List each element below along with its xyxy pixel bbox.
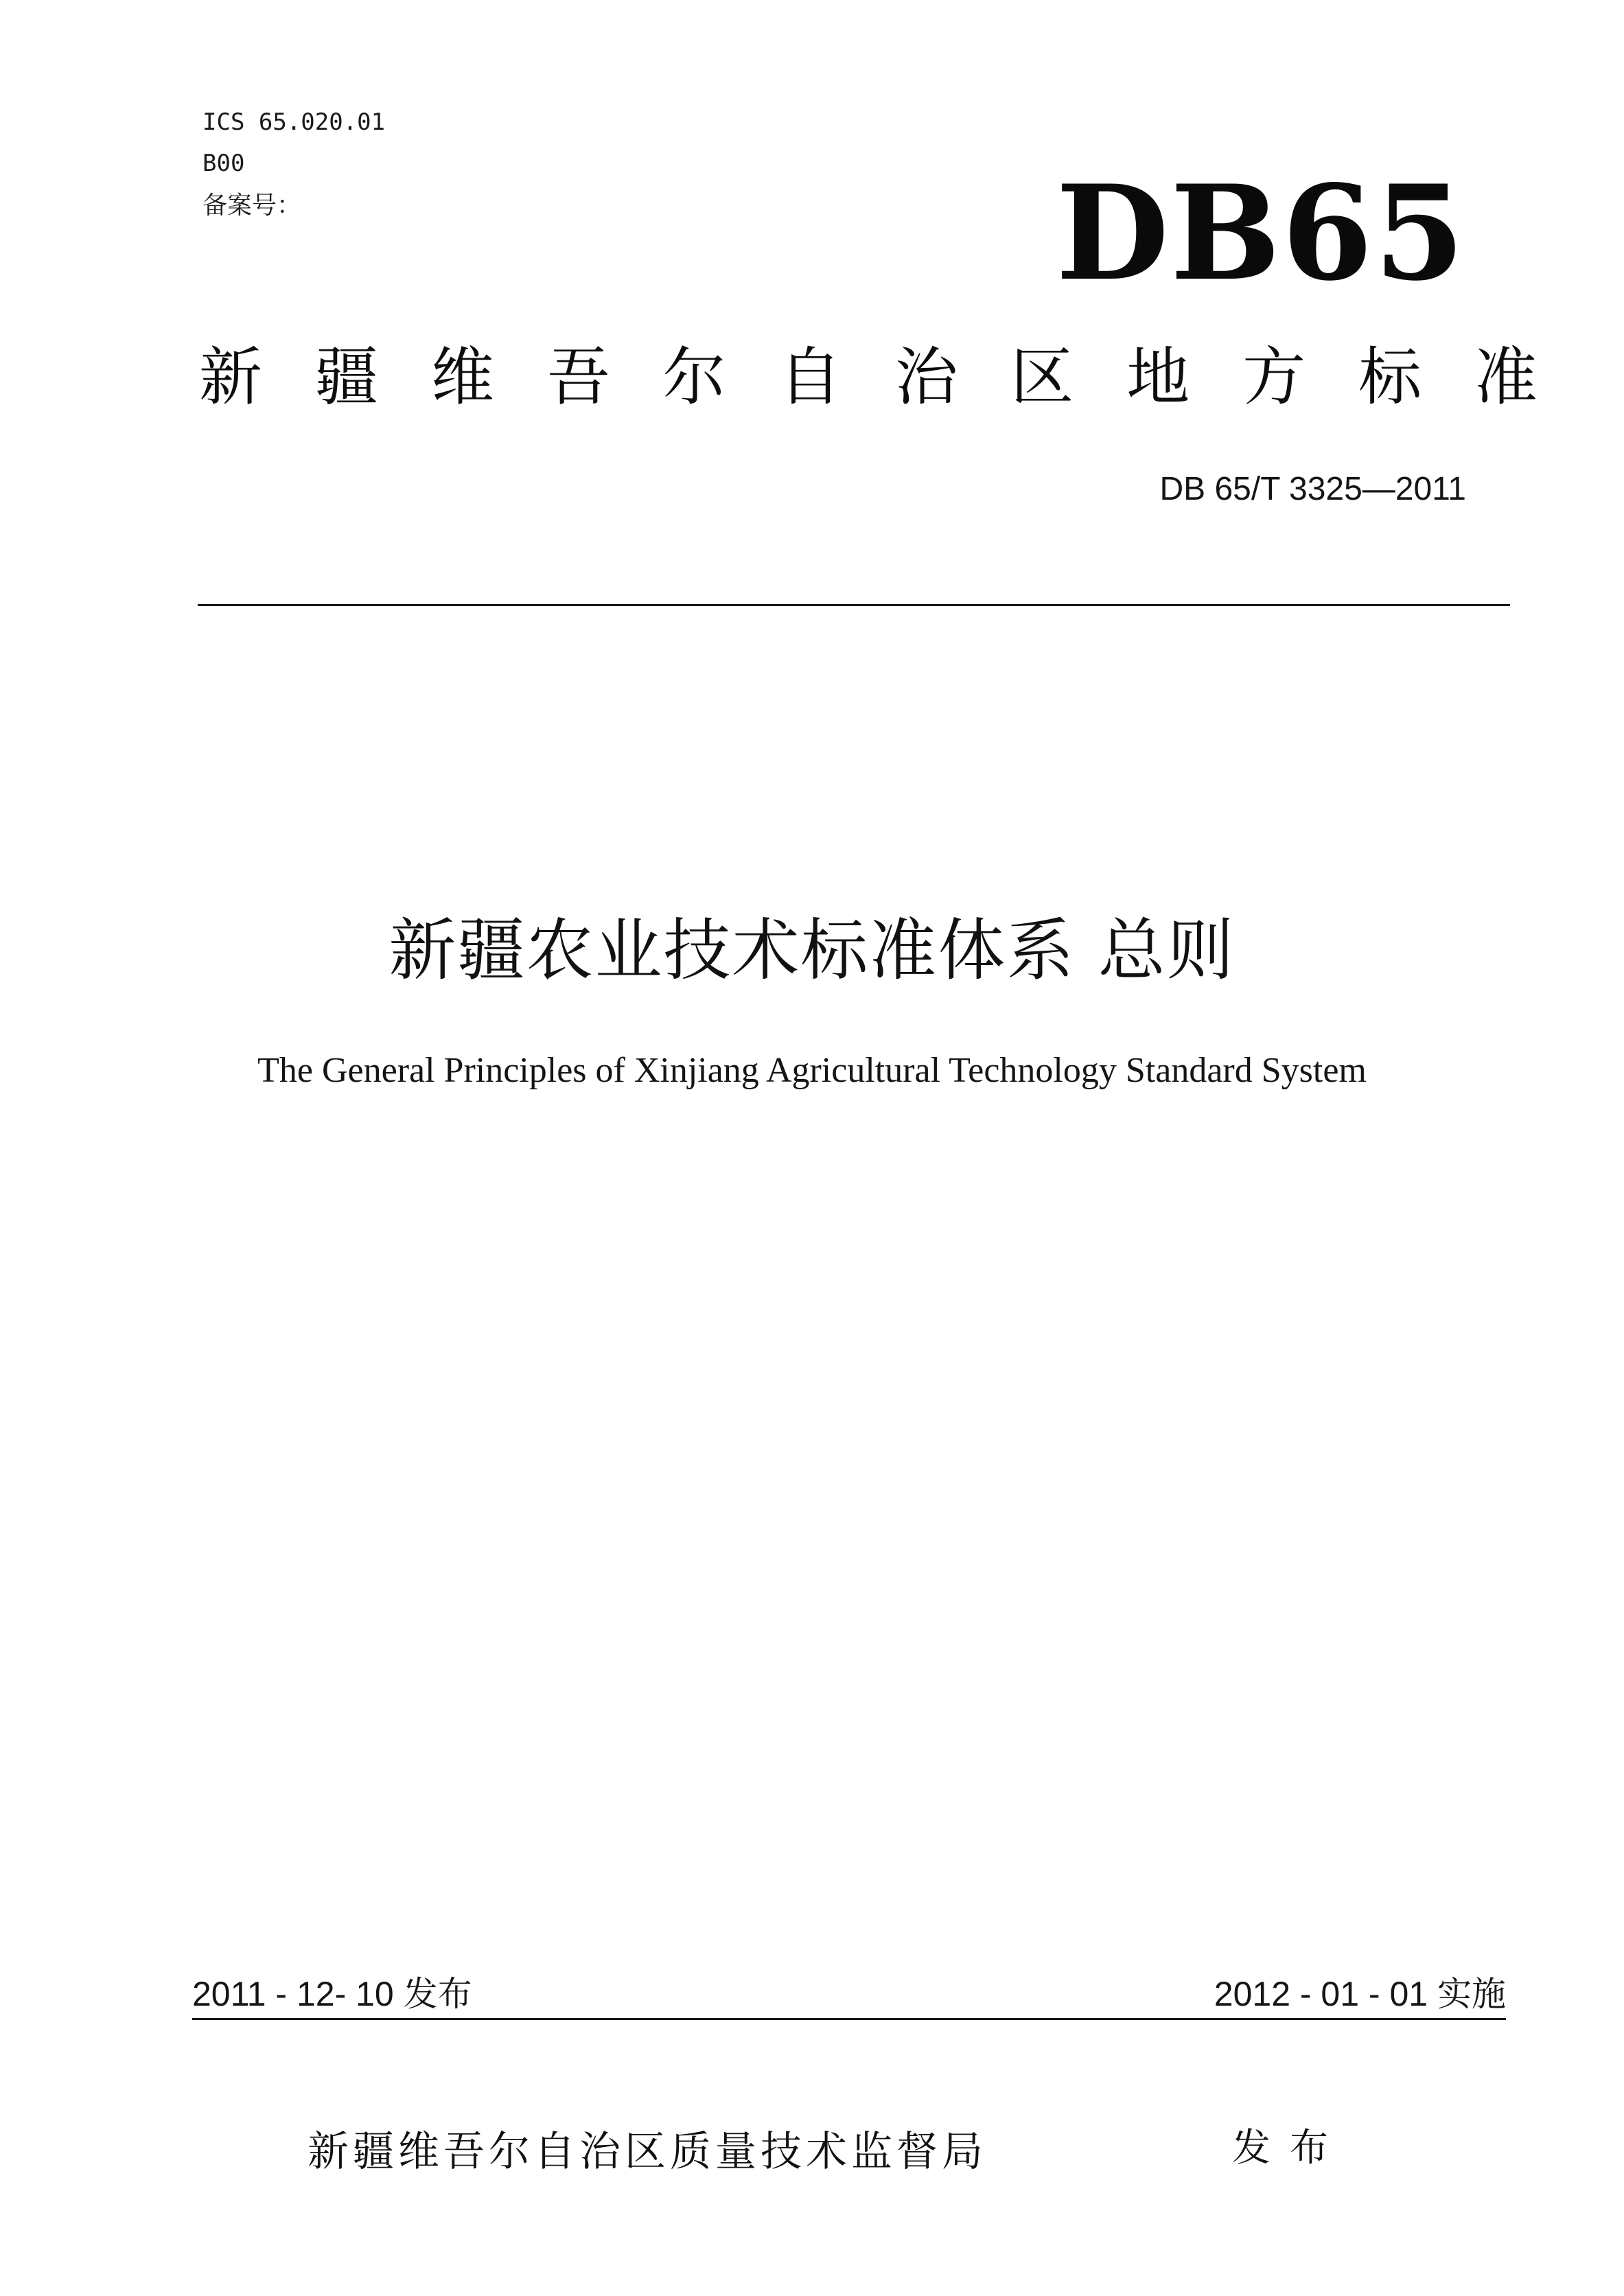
standard-number: DB 65/T 3325—2011	[1159, 471, 1466, 507]
footer-divider	[192, 2018, 1506, 2020]
ccs-code: B00	[202, 150, 245, 177]
document-title-english: The General Principles of Xinjiang Agricultural Technology Standard System	[257, 1051, 1367, 1090]
standard-type-char: 吾	[546, 340, 610, 414]
implementation-date: 2012 - 01 - 01 实施	[1214, 1975, 1506, 2013]
issuing-authority: 新疆维吾尔自治区质量技术监督局	[308, 2128, 987, 2176]
standard-type-heading	[199, 340, 1538, 415]
standard-type-char: 尔	[662, 340, 726, 414]
standard-type-char: 治	[894, 340, 958, 414]
standard-type-char: 标	[1358, 340, 1422, 414]
standard-type-char: 维	[430, 340, 494, 414]
standard-type-char: 疆	[314, 340, 378, 414]
document-title-chinese: 新疆农业技术标准体系 总则	[388, 912, 1236, 990]
standard-type-char: 方	[1242, 340, 1306, 414]
db65-logo: DB65	[1056, 156, 1466, 310]
publish-label: 发布	[1232, 2126, 1347, 2170]
standard-type-char: 区	[1010, 340, 1074, 414]
standard-type-char: 地	[1126, 340, 1190, 414]
header-divider	[198, 604, 1510, 606]
standard-type-char: 新	[199, 340, 263, 414]
record-number-label: 备案号：	[202, 192, 302, 220]
standard-type-char: 准	[1474, 340, 1538, 414]
ics-code: ICS 65.020.01	[202, 108, 386, 136]
issue-date: 2011 - 12- 10 发布	[192, 1975, 472, 2013]
standard-type-char: 自	[778, 340, 842, 414]
